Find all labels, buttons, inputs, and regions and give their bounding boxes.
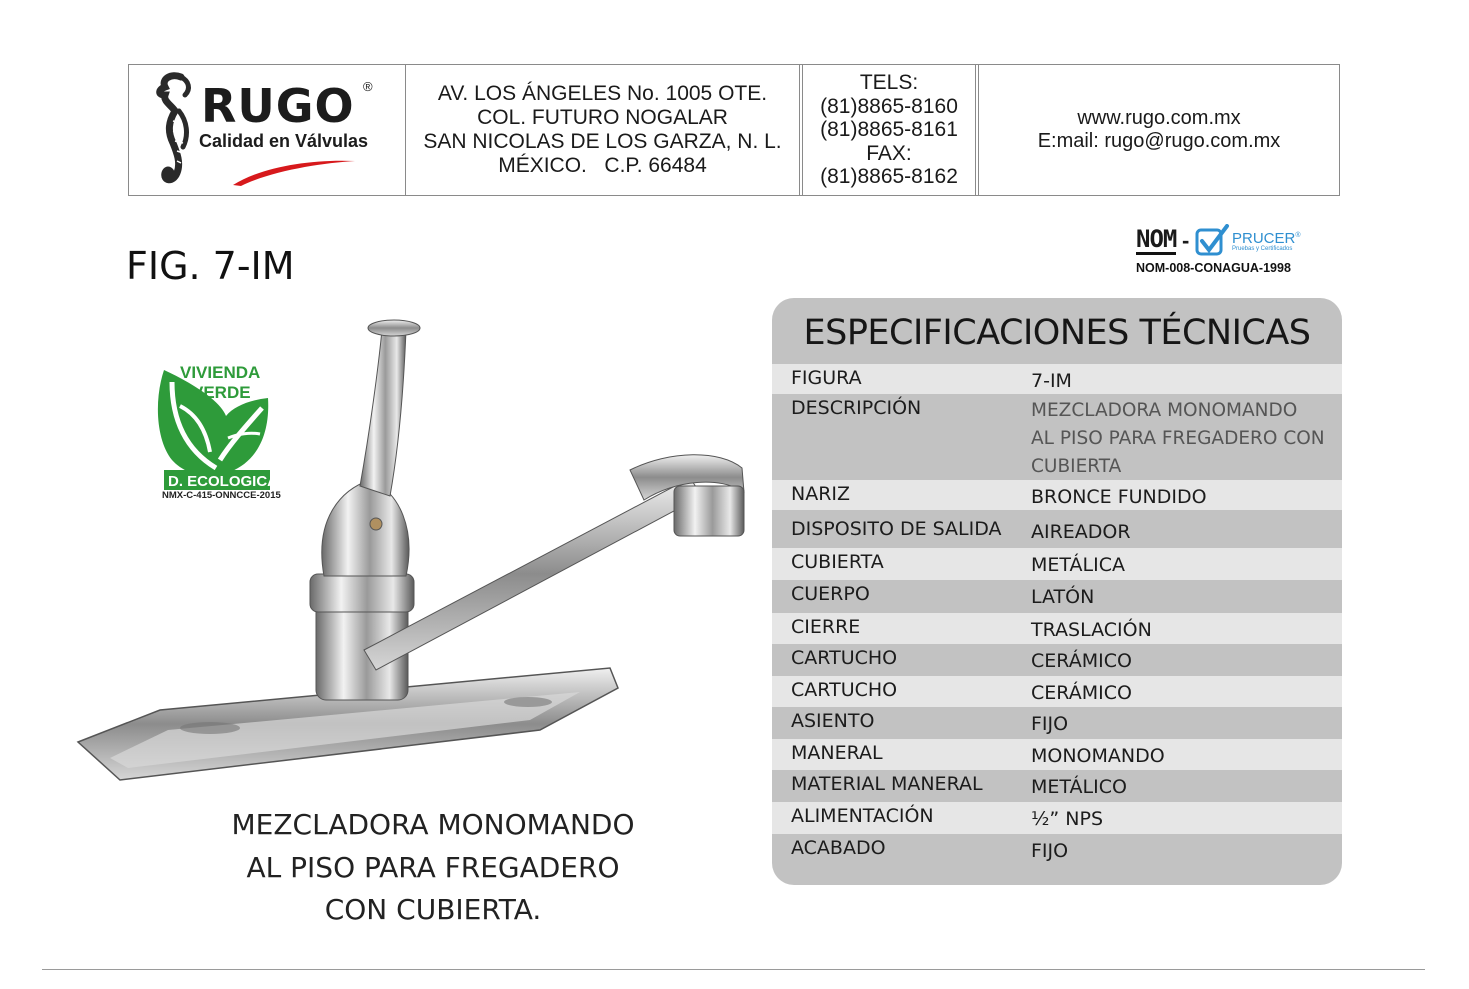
spec-value: METÁLICA (1031, 554, 1125, 576)
spec-key: ALIMENTACIÓN (791, 805, 934, 827)
figure-title: FIG. 7-IM (126, 244, 295, 288)
spec-row (772, 364, 1342, 394)
spec-key: NARIZ (791, 483, 851, 505)
company-address (406, 65, 800, 195)
spec-row (772, 644, 1342, 676)
nom-dash: - (1182, 228, 1190, 253)
company-phones (802, 65, 976, 195)
spec-row (772, 394, 1342, 480)
spec-value: AIREADOR (1031, 521, 1131, 543)
prucer-registered: ® (1295, 232, 1301, 239)
prucer-check-icon (1194, 224, 1230, 258)
fax-label: FAX: (866, 141, 912, 165)
eco-line2: VERDE (192, 383, 251, 402)
spec-row (772, 480, 1342, 510)
spec-value: ½” NPS (1031, 808, 1104, 830)
caption-line: MEZCLADORA MONOMANDO (231, 808, 635, 841)
spec-key: CARTUCHO (791, 679, 898, 701)
product-caption (160, 804, 706, 932)
nom-code: NOM-008-CONAGUA-1998 (1136, 261, 1291, 275)
address-line: COL. FUTURO NOGALAR (477, 106, 728, 129)
eco-line1: VIVIENDA (180, 363, 261, 382)
spec-row (772, 613, 1342, 644)
spec-row (772, 770, 1342, 802)
spec-key: ACABADO (791, 837, 886, 859)
phones-label: TELS: (859, 71, 919, 95)
spec-value: BRONCE FUNDIDO (1031, 486, 1207, 508)
company-web (978, 65, 1339, 195)
website-link[interactable]: www.rugo.com.mx (1077, 107, 1241, 129)
spec-value-line: CUBIERTA (1031, 456, 1122, 477)
spec-key: CARTUCHO (791, 647, 898, 669)
red-swoosh-icon (231, 157, 357, 187)
rugo-logo (129, 65, 406, 195)
spec-row (772, 707, 1342, 739)
spec-key: CUBIERTA (791, 551, 884, 573)
brand-tagline: Calidad en Válvulas (199, 131, 369, 151)
spec-value: FIJO (1031, 840, 1069, 862)
address-line: SAN NICOLAS DE LOS GARZA, N. L. (423, 130, 782, 153)
fax-number: (81)8865-8162 (820, 165, 958, 189)
spec-value (1031, 397, 1342, 481)
spec-row (772, 580, 1342, 613)
spec-key: DISPOSITO DE SALIDA (791, 518, 1002, 540)
seahorse-icon (151, 71, 201, 191)
nom-mark: NOM (1136, 225, 1177, 253)
registered-mark: ® (363, 79, 373, 94)
footer-divider (42, 969, 1425, 970)
spec-value-line: AL PISO PARA FREGADERO CON (1031, 428, 1325, 449)
spec-key: DESCRIPCIÓN (791, 397, 922, 419)
spec-row (772, 510, 1342, 548)
company-header (128, 64, 1340, 196)
spec-value: FIJO (1031, 713, 1069, 735)
spec-value: METÁLICO (1031, 776, 1127, 798)
address-line: AV. LOS ÁNGELES No. 1005 OTE. (437, 82, 768, 105)
spec-key: ASIENTO (791, 710, 875, 732)
spec-value: 7-IM (1031, 370, 1072, 392)
eco-banner: D. ECOLOGICA (168, 473, 279, 490)
spec-value: TRASLACIÓN (1031, 619, 1152, 641)
spec-value-line: MEZCLADORA MONOMANDO (1031, 400, 1298, 421)
spec-row (772, 739, 1342, 770)
prucer-text: PRUCER (1232, 230, 1296, 247)
spec-key: CUERPO (791, 583, 870, 605)
phone-number: (81)8865-8160 (820, 94, 958, 118)
spec-title: ESPECIFICACIONES TÉCNICAS (803, 313, 1311, 353)
spec-row (772, 802, 1342, 834)
eco-norm: NMX-C-415-ONNCCE-2015 (162, 490, 281, 501)
address-line: MÉXICO. C.P. 66484 (498, 154, 707, 177)
prucer-subtitle: Pruebas y Certificados (1232, 246, 1293, 252)
certification-logo (1136, 224, 1306, 280)
spec-row (772, 676, 1342, 707)
spec-key: MANERAL (791, 742, 883, 764)
spec-row (772, 834, 1342, 868)
spec-key: CIERRE (791, 616, 861, 638)
spec-value: LATÓN (1031, 586, 1095, 608)
caption-line: CON CUBIERTA. (324, 893, 542, 926)
spec-key: MATERIAL MANERAL (791, 773, 983, 795)
spec-key: FIGURA (791, 367, 862, 389)
spec-value: CERÁMICO (1031, 682, 1132, 704)
prucer-mark (1232, 230, 1301, 247)
spec-table (772, 298, 1342, 885)
faucet-image (70, 310, 760, 790)
email-link[interactable]: E:mail: rugo@rugo.com.mx (1037, 130, 1281, 152)
spec-row (772, 548, 1342, 580)
spec-value: MONOMANDO (1031, 745, 1165, 767)
phone-number: (81)8865-8161 (820, 118, 958, 142)
caption-line: AL PISO PARA FREGADERO (246, 850, 620, 884)
brand-name: RUGO (201, 79, 355, 133)
spec-value: CERÁMICO (1031, 650, 1132, 672)
